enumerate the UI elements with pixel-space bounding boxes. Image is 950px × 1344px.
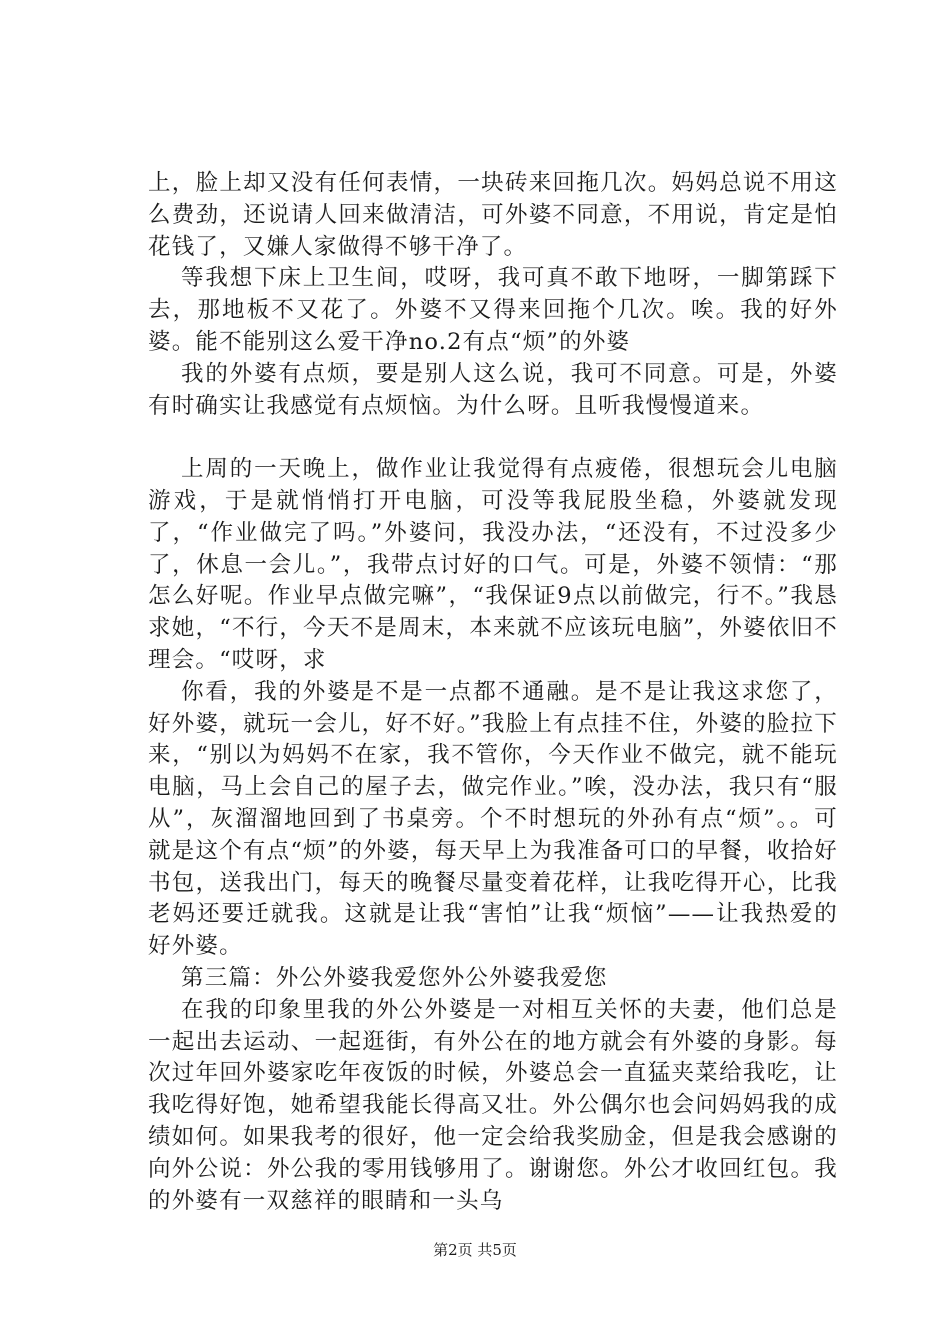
- paragraph-4: 上周的一天晚上，做作业让我觉得有点疲倦，很想玩会儿电脑游戏，于是就悄悄打开电脑，可没等我屁股坐稳，外婆就发现了，“作业做完了吗。”外婆问，我没办法，“还没有，不过没多少了，休息一会儿。”，我带点讨好的口气。可是，外婆不领情：“那怎么好呢。作业早点做完嘛”，“我保证9点以前做完，行不。”我恳求她，“不行，今天不是周末，本来就不应该玩电脑”，外婆依旧不理会。“哎呀，求: [148, 456, 838, 673]
- paragraph-2: 等我想下床上卫生间，哎呀，我可真不敢下地呀，一脚第踩下去，那地板不又花了。外婆不又得来回拖个几次。唉。我的好外婆。能不能别这么爱干净no.2有点“烦”的外婆: [148, 265, 838, 355]
- paragraph-1: 上，脸上却又没有任何表情，一块砖来回拖几次。妈妈总说不用这么费劲，还说请人回来做清洁，可外婆不同意，不用说，肯定是怕花钱了，又嫌人家做得不够干净了。: [148, 170, 838, 260]
- paragraph-3: 我的外婆有点烦，要是别人这么说，我可不同意。可是，外婆有时确实让我感觉有点烦恼。为什么呀。且听我慢慢道来。: [148, 360, 838, 419]
- document-body: [148, 168, 838, 1217]
- paragraph-6: 在我的印象里我的外公外婆是一对相互关怀的夫妻，他们总是一起出去运动、一起逛街，有外公在的地方就会有外婆的身影。每次过年回外婆家吃年夜饭的时候，外婆总会一直猛夹菜给我吃，让我吃得好饱，她希望我能长得高又壮。外公偶尔也会问妈妈我的成绩如何。如果我考的很好，他一定会给我奖励金，但是我会感谢的向外公说：外公我的零用钱够用了。谢谢您。外公才收回红包。我的外婆有一双慈祥的眼睛和一头乌: [148, 996, 838, 1214]
- section-heading: 第三篇：外公外婆我爱您外公外婆我爱您: [181, 964, 608, 991]
- page-number-footer: 第2页 共5页: [433, 1241, 517, 1259]
- paragraph-5: 你看，我的外婆是不是一点都不通融。是不是让我这求您了，好外婆，就玩一会儿，好不好。”我脸上有点挂不住，外婆的脸拉下来，“别以为妈妈不在家，我不管你，今天作业不做完，就不能玩电脑，马上会自己的屋子去，做完作业。”唉，没办法，我只有“服从”，灰溜溜地回到了书桌旁。个不时想玩的外孙有点“烦”。。可就是这个有点“烦”的外婆，每天早上为我准备可口的早餐，收拾好书包，送我出门，每天的晚餐尽量变着花样，让我吃得开心，比我老妈还要迁就我。这就是让我“害怕”让我“烦恼”——让我热爱的好外婆。: [148, 678, 838, 960]
